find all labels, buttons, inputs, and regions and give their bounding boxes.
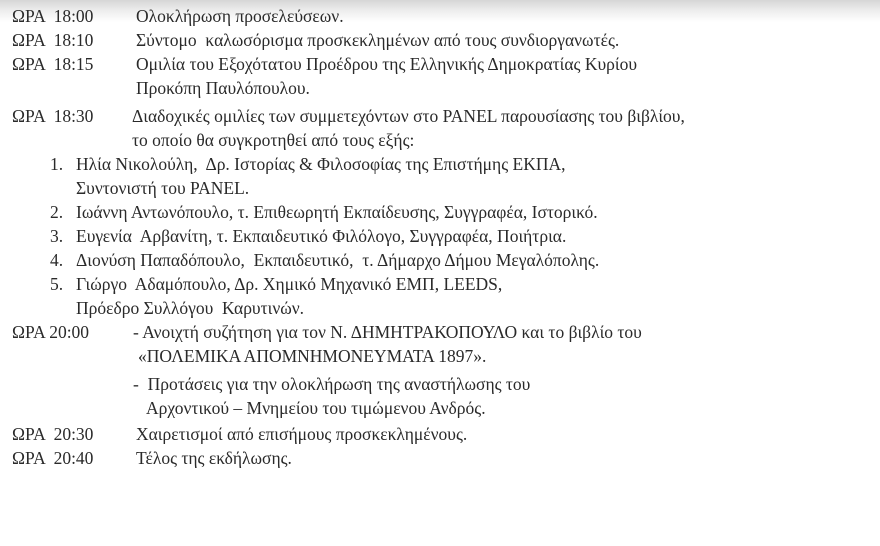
schedule-text-continuation: «ΠΟΛΕΜΙΚΑ ΑΠΟΜΝΗΜΟΝΕΥΜΑΤΑ 1897». bbox=[138, 346, 487, 366]
schedule-text-continuation: Προκόπη Παυλόπουλου. bbox=[136, 78, 310, 98]
panel-member: Ιωάννη Αντωνόπουλο, τ. Επιθεωρητή Εκπαίδευσης, Συγγραφέα, Ιστορικό. bbox=[76, 202, 598, 222]
schedule-text: Σύντομο καλωσόρισμα προσκεκλημένων από τους συνδιοργανωτές. bbox=[136, 30, 620, 50]
schedule-text: Ολοκλήρωση προσελεύσεων. bbox=[136, 6, 344, 26]
time-label: ΩΡΑ 18:15 bbox=[12, 54, 94, 74]
time-label: ΩΡΑ 20:40 bbox=[12, 448, 94, 468]
panel-num: 3. bbox=[50, 226, 64, 246]
panel-num: 2. bbox=[50, 202, 64, 222]
time-label: ΩΡΑ 20:30 bbox=[12, 424, 94, 444]
time-label: ΩΡΑ 18:10 bbox=[12, 30, 94, 50]
time-label: ΩΡΑ 18:30 bbox=[12, 106, 94, 126]
panel-member: Ευγενία Αρβανίτη, τ. Εκπαιδευτικό Φιλόλογο, Συγγραφέα, Ποιήτρια. bbox=[76, 226, 567, 246]
schedule-text-2: - Προτάσεις για την ολοκλήρωση της αναστήλωσης του bbox=[133, 374, 531, 394]
panel-member: Γιώργο Αδαμόπουλο, Δρ. Χημικό Μηχανικό ΕΜΠ, LEEDS, bbox=[76, 274, 503, 294]
panel-member-continuation: Πρόεδρο Συλλόγου Καρυτινών. bbox=[76, 298, 305, 318]
panel-num: 5. bbox=[50, 274, 64, 294]
panel-member: Ηλία Νικολούλη, Δρ. Ιστορίας & Φιλοσοφίας της Επιστήμης ΕΚΠΑ, bbox=[76, 154, 566, 174]
time-label: ΩΡΑ 18:00 bbox=[12, 6, 94, 26]
schedule-text-2-continuation: Αρχοντικού – Μνημείου του τιμώμενου Ανδρός. bbox=[146, 398, 486, 418]
panel-member: Διονύση Παπαδόπουλο, Εκπαιδευτικό, τ. Δήμαρχο Δήμου Μεγαλόπολης. bbox=[76, 250, 600, 270]
schedule-text: Τέλος της εκδήλωσης. bbox=[136, 448, 292, 468]
panel-num: 1. bbox=[50, 154, 64, 174]
schedule-text: - Ανοιχτή συζήτηση για τον Ν. ΔΗΜΗΤΡΑΚΟΠΟΥΛΟ και το βιβλίο του bbox=[133, 322, 642, 342]
schedule-text: Διαδοχικές ομιλίες των συμμετεχόντων στο PANEL παρουσίασης του βιβλίου, bbox=[132, 106, 685, 126]
schedule-text: Χαιρετισμοί από επισήμους προσκεκλημένους. bbox=[136, 424, 468, 444]
schedule-text-continuation: το οποίο θα συγκροτηθεί από τους εξής: bbox=[132, 130, 415, 150]
time-label: ΩΡΑ 20:00 bbox=[12, 322, 90, 342]
panel-member-continuation: Συντονιστή του PANEL. bbox=[76, 178, 250, 198]
schedule-text: Ομιλία του Εξοχότατου Προέδρου της Ελληνικής Δημοκρατίας Κυρίου bbox=[136, 54, 637, 74]
panel-num: 4. bbox=[50, 250, 64, 270]
